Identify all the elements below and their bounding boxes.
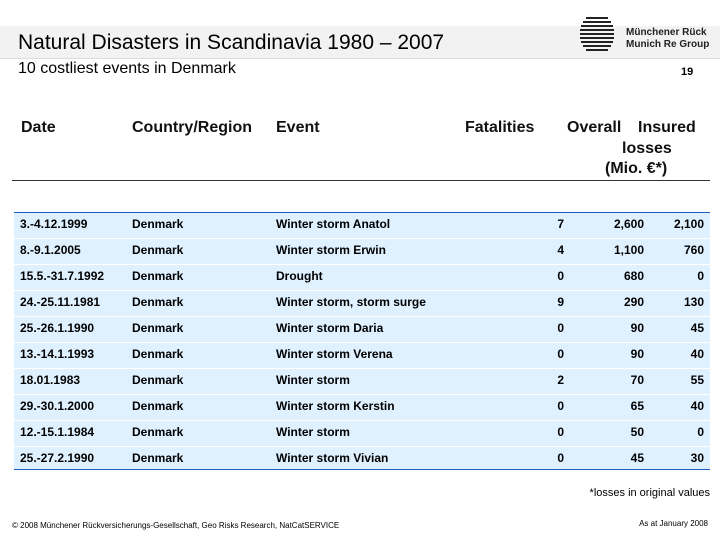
copyright-text: © 2008 Münchener Rückversicherungs-Gesellschaft, Geo Risks Research, NatCatSERVICE bbox=[12, 521, 340, 530]
cell-fatalities: 2 bbox=[557, 373, 564, 387]
cell-fatalities: 0 bbox=[557, 269, 564, 283]
cell-insured-losses: 40 bbox=[690, 347, 704, 361]
header-insured: Insured bbox=[638, 119, 696, 136]
footnote: *losses in original values bbox=[589, 487, 710, 499]
cell-event: Winter storm Kerstin bbox=[276, 399, 395, 413]
cell-insured-losses: 130 bbox=[683, 295, 704, 309]
cell-date: 13.-14.1.1993 bbox=[20, 347, 95, 361]
cell-insured-losses: 0 bbox=[697, 269, 704, 283]
cell-overall-losses: 290 bbox=[623, 295, 644, 309]
cell-fatalities: 0 bbox=[557, 425, 564, 439]
table-row bbox=[14, 342, 710, 368]
cell-fatalities: 0 bbox=[557, 451, 564, 465]
cell-overall-losses: 50 bbox=[630, 425, 644, 439]
header-fatalities: Fatalities bbox=[465, 119, 535, 136]
header-unit: (Mio. €*) bbox=[605, 160, 668, 177]
cell-insured-losses: 760 bbox=[683, 243, 704, 257]
cell-date: 18.01.1983 bbox=[20, 373, 81, 387]
table-row bbox=[14, 446, 710, 472]
cell-overall-losses: 680 bbox=[623, 269, 644, 283]
cell-date: 29.-30.1.2000 bbox=[20, 399, 95, 413]
cell-event: Winter storm Daria bbox=[276, 321, 384, 335]
cell-date: 3.-4.12.1999 bbox=[20, 217, 88, 231]
cell-overall-losses: 45 bbox=[630, 451, 644, 465]
cell-insured-losses: 2,100 bbox=[673, 217, 704, 231]
table-row bbox=[14, 290, 710, 316]
as-at-date: As at January 2008 bbox=[639, 519, 708, 528]
cell-date: 25.-27.2.1990 bbox=[20, 451, 95, 465]
slide-title: Natural Disasters in Scandinavia 1980 – 2007 bbox=[18, 31, 445, 54]
cell-country: Denmark bbox=[132, 243, 184, 257]
cell-fatalities: 4 bbox=[557, 243, 564, 257]
table-row bbox=[14, 420, 710, 446]
page-number: 19 bbox=[681, 66, 694, 78]
cell-country: Denmark bbox=[132, 321, 184, 335]
table-row bbox=[14, 316, 710, 342]
cell-overall-losses: 2,600 bbox=[613, 217, 644, 231]
cell-country: Denmark bbox=[132, 217, 184, 231]
cell-insured-losses: 45 bbox=[690, 321, 704, 335]
table-row bbox=[14, 264, 710, 290]
cell-overall-losses: 90 bbox=[630, 321, 644, 335]
cell-country: Denmark bbox=[132, 373, 184, 387]
cell-fatalities: 0 bbox=[557, 321, 564, 335]
cell-fatalities: 0 bbox=[557, 347, 564, 361]
cell-date: 24.-25.11.1981 bbox=[20, 295, 101, 309]
cell-overall-losses: 90 bbox=[630, 347, 644, 361]
cell-event: Winter storm, storm surge bbox=[276, 295, 426, 309]
table-row bbox=[14, 394, 710, 420]
cell-country: Denmark bbox=[132, 425, 184, 439]
cell-event: Winter storm Verena bbox=[276, 347, 393, 361]
cell-country: Denmark bbox=[132, 269, 184, 283]
cell-insured-losses: 0 bbox=[697, 425, 704, 439]
cell-insured-losses: 55 bbox=[690, 373, 704, 387]
cell-fatalities: 0 bbox=[557, 399, 564, 413]
cell-event: Drought bbox=[276, 269, 323, 283]
header-date: Date bbox=[21, 119, 56, 136]
cell-date: 25.-26.1.1990 bbox=[20, 321, 95, 335]
cell-event: Winter storm bbox=[276, 373, 350, 387]
cell-event: Winter storm Erwin bbox=[276, 243, 386, 257]
cell-date: 8.-9.1.2005 bbox=[20, 243, 81, 257]
table-row bbox=[14, 212, 710, 238]
header-overall: Overall bbox=[567, 119, 622, 136]
table-row bbox=[14, 368, 710, 394]
table-row bbox=[14, 238, 710, 264]
cell-event: Winter storm Vivian bbox=[276, 451, 389, 465]
cell-overall-losses: 70 bbox=[630, 373, 644, 387]
header-divider bbox=[12, 180, 710, 181]
cell-date: 12.-15.1.1984 bbox=[20, 425, 95, 439]
cell-event: Winter storm bbox=[276, 425, 350, 439]
slide-subtitle: 10 costliest events in Denmark bbox=[18, 60, 236, 77]
cell-country: Denmark bbox=[132, 295, 184, 309]
header-event: Event bbox=[276, 119, 320, 136]
cell-insured-losses: 30 bbox=[690, 451, 704, 465]
cell-fatalities: 7 bbox=[557, 217, 564, 231]
logo-name-line1: Münchener Rück bbox=[626, 27, 707, 38]
cell-event: Winter storm Anatol bbox=[276, 217, 391, 231]
cell-country: Denmark bbox=[132, 451, 184, 465]
cell-fatalities: 9 bbox=[557, 295, 564, 309]
cell-country: Denmark bbox=[132, 347, 184, 361]
cell-country: Denmark bbox=[132, 399, 184, 413]
logo-name-line2: Munich Re Group bbox=[626, 39, 710, 50]
cell-date: 15.5.-31.7.1992 bbox=[20, 269, 105, 283]
cell-insured-losses: 40 bbox=[690, 399, 704, 413]
header-country: Country/Region bbox=[132, 119, 252, 136]
cell-overall-losses: 65 bbox=[630, 399, 644, 413]
cell-overall-losses: 1,100 bbox=[613, 243, 644, 257]
header-losses: losses bbox=[622, 140, 672, 157]
